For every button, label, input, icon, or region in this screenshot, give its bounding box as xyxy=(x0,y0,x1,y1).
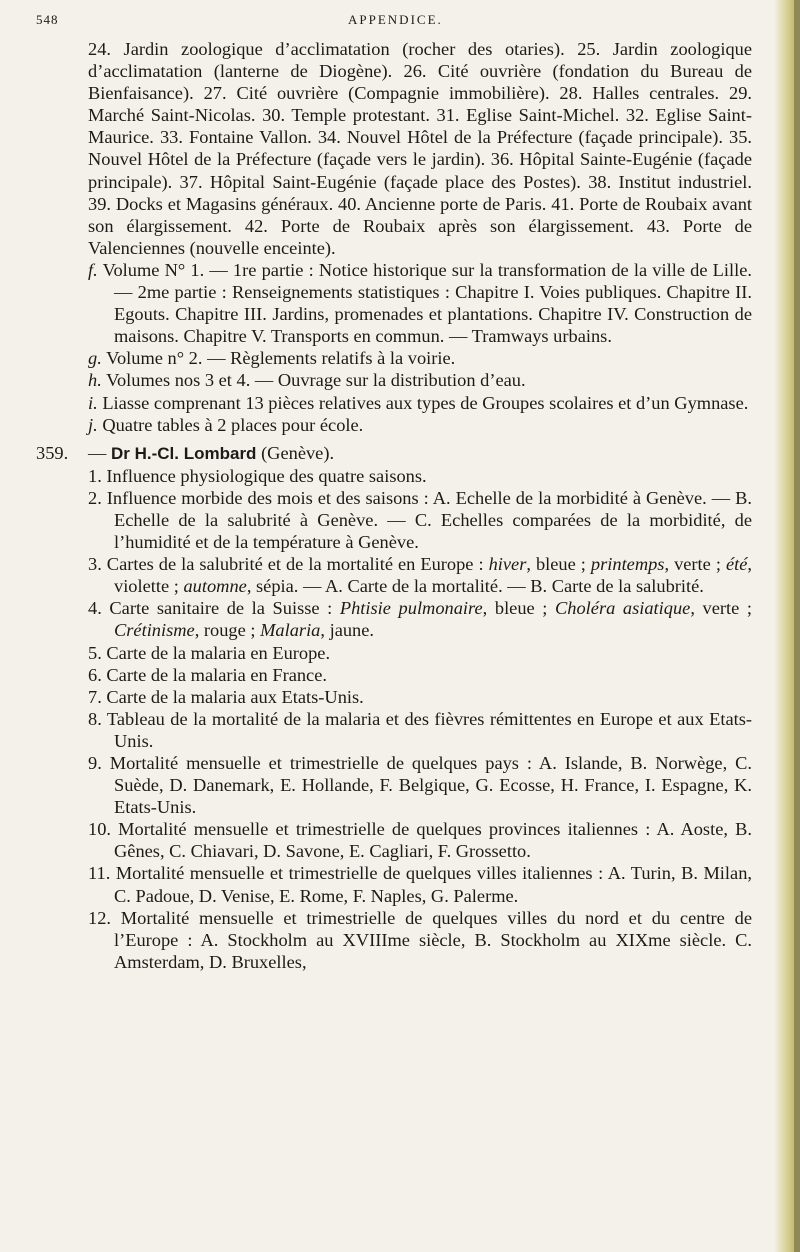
letter-item-list xyxy=(36,259,752,436)
continued-paragraph: 24. Jardin zoologique d’acclimatation (rocher des otaries). 25. Jardin zoologique d’acclimatation (lanterne de Diogène). 26. Cité ouvrière (fondation du Bureau de Bienfaisance). 27. Cité ouvrière (Compagnie immobilière). 28. Halles centrales. 29. Marché Saint-Nicolas. 30. Temple protestant. 31. Eglise Saint-Michel. 32. Eglise Saint-Maurice. 33. Fontaine Vallon. 34. Nouvel Hôtel de la Préfecture (façade principale). 35. Nouvel Hôtel de la Préfecture (façade vers le jardin). 36. Hôpital Sainte-Eugénie (façade principale). 37. Hôpital Saint-Eugénie (façade place des Postes). 38. Institut industriel. 39. Docks et Magasins généraux. 40. Ancienne porte de Paris. 41. Porte de Roubaix avant son élargissement. 42. Porte de Roubaix après son élargissement. 43. Porte de Valenciennes (nouvelle enceinte). xyxy=(88,39,752,258)
item-text: Carte de la malaria en Europe. xyxy=(106,642,331,663)
item-italic-term: hiver xyxy=(488,554,527,575)
numbered-item xyxy=(36,465,752,487)
item-text: Influence physiologique des quatre saisons. xyxy=(106,465,427,486)
page-header xyxy=(0,8,800,32)
item-text: Volumes nos 3 et 4. — Ouvrage sur la distribution d’eau. xyxy=(106,370,526,391)
letter-item xyxy=(36,392,752,414)
item-text: Quatre tables à 2 places pour école. xyxy=(102,414,364,435)
item-number: 11. xyxy=(88,863,111,884)
item-number: 8. xyxy=(88,708,102,729)
item-text-part: , verte ; xyxy=(664,554,726,575)
numbered-item xyxy=(36,686,752,708)
item-number: 4. xyxy=(88,598,102,619)
item-italic-term: automne xyxy=(183,576,247,597)
numbered-item xyxy=(36,862,752,906)
numbered-item xyxy=(36,664,752,686)
page-edge-binding xyxy=(794,0,800,1252)
letter-item xyxy=(36,369,752,391)
item-number: 10. xyxy=(88,819,111,840)
letter-item xyxy=(36,347,752,369)
item-letter: j. xyxy=(88,414,98,435)
item-number: 1. xyxy=(88,465,102,486)
item-italic-term: Crétinisme xyxy=(114,620,195,641)
item-text-part: , bleue ; xyxy=(482,598,556,619)
letter-item xyxy=(36,259,752,347)
item-letter: i. xyxy=(88,392,98,413)
item-number: 12. xyxy=(88,907,111,928)
item-text: Carte de la malaria en France. xyxy=(106,664,327,685)
item-text-part: , violette ; xyxy=(114,554,752,597)
item-number: 6. xyxy=(88,664,102,685)
item-italic-term: Phtisie pulmonaire xyxy=(339,598,483,619)
numbered-item xyxy=(36,818,752,862)
item-text-part: , jaune. xyxy=(320,620,375,641)
numbered-item xyxy=(36,907,752,973)
numbered-item xyxy=(36,597,752,641)
item-text: Volume N° 1. — 1re partie : Notice historique sur la transformation de la ville de Lille. — 2me partie : Renseignements statistiques : Chapitre I. Voies publiques. Chapitre II. Egouts. Chapitre III. Jardins, promenades et plantations. Chapitre IV. Construction de maisons. Chapitre V. Transports en commun. — Tramways urbains. xyxy=(102,259,752,347)
numbered-item xyxy=(36,708,752,752)
item-number: 2. xyxy=(88,487,102,508)
item-text-part: , bleue ; xyxy=(526,554,591,575)
numbered-item xyxy=(36,752,752,818)
item-letter: h. xyxy=(88,370,102,391)
item-italic-term: été xyxy=(725,554,748,575)
item-number: 3. xyxy=(88,554,102,575)
item-text: Tableau de la mortalité de la malaria et des fièvres rémittentes en Europe et aux Etats-Unis. xyxy=(106,708,753,751)
page-number: 548 xyxy=(36,12,59,27)
item-text: Mortalité mensuelle et trimestrielle de quelques villes du nord et du centre de l’Europe : A. Stockholm au XVIIIme siècle, B. Stockholm au XIXme siècle. C. Amsterdam, D. Bruxelles, xyxy=(114,907,752,972)
item-number: 7. xyxy=(88,686,102,707)
running-title: APPENDICE. xyxy=(348,12,443,27)
body-text xyxy=(36,38,752,973)
item-text: Volume n° 2. — Règlements relatifs à la voirie. xyxy=(106,348,456,369)
item-number: 9. xyxy=(88,753,102,773)
item-text-part: Carte sanitaire de la Suisse : xyxy=(109,598,340,619)
item-text: Mortalité mensuelle et trimestrielle de quelques provinces italiennes : A. Aoste, B. Gênes, C. Chiavari, D. Savone, E. Cagliari, F. Grossetto. xyxy=(114,819,752,862)
entry-heading xyxy=(36,442,752,465)
item-italic-term: Choléra asiatique xyxy=(555,598,691,619)
numbered-item xyxy=(36,553,752,597)
item-text-part: , verte ; xyxy=(690,598,752,619)
item-text: Influence morbide des mois et des saisons : A. Echelle de la morbidité à Genève. — B. Echelle de la salubrité à Genève. — C. Echelles comparées de la morbidité, de l’humidité et de la température à Genève. xyxy=(106,487,752,553)
numbered-item xyxy=(36,642,752,664)
entry-place: (Genève). xyxy=(261,442,335,463)
item-text: Mortalité mensuelle et trimestrielle de quelques pays : A. Islande, B. Norwège, C. Suède, D. Danemark, E. Hollande, F. Belgique, G. Ecosse, H. France, I. Espagne, K. Etats-Unis. xyxy=(109,753,753,818)
item-letter: g. xyxy=(88,348,102,369)
item-number: 5. xyxy=(88,642,102,663)
numbered-item xyxy=(36,487,752,553)
item-italic-term: Malaria xyxy=(260,620,321,641)
item-italic-term: printemps xyxy=(590,554,665,575)
item-text-part: Cartes de la salubrité et de la mortalité en Europe : xyxy=(106,554,489,575)
entry-number: 359. xyxy=(36,442,69,463)
letter-item xyxy=(36,414,752,436)
entry-author: Dr H.-Cl. Lombard xyxy=(111,443,257,463)
item-text: Liasse comprenant 13 pièces relatives aux types de Groupes scolaires et d’un Gymnase. xyxy=(102,392,749,413)
item-text: Carte de la malaria aux Etats-Unis. xyxy=(106,686,364,707)
item-text-part: , rouge ; xyxy=(194,620,261,641)
item-letter: f. xyxy=(88,259,98,280)
item-text-part: , sépia. — A. Carte de la mortalité. — B. Carte de la salubrité. xyxy=(246,576,704,597)
item-text: Mortalité mensuelle et trimestrielle de quelques villes italiennes : A. Turin, B. Milan, C. Padoue, D. Venise, E. Rome, F. Naples, G. Palerme. xyxy=(114,863,752,906)
numbered-item-list xyxy=(36,465,752,973)
entry-dash: — xyxy=(88,442,107,463)
